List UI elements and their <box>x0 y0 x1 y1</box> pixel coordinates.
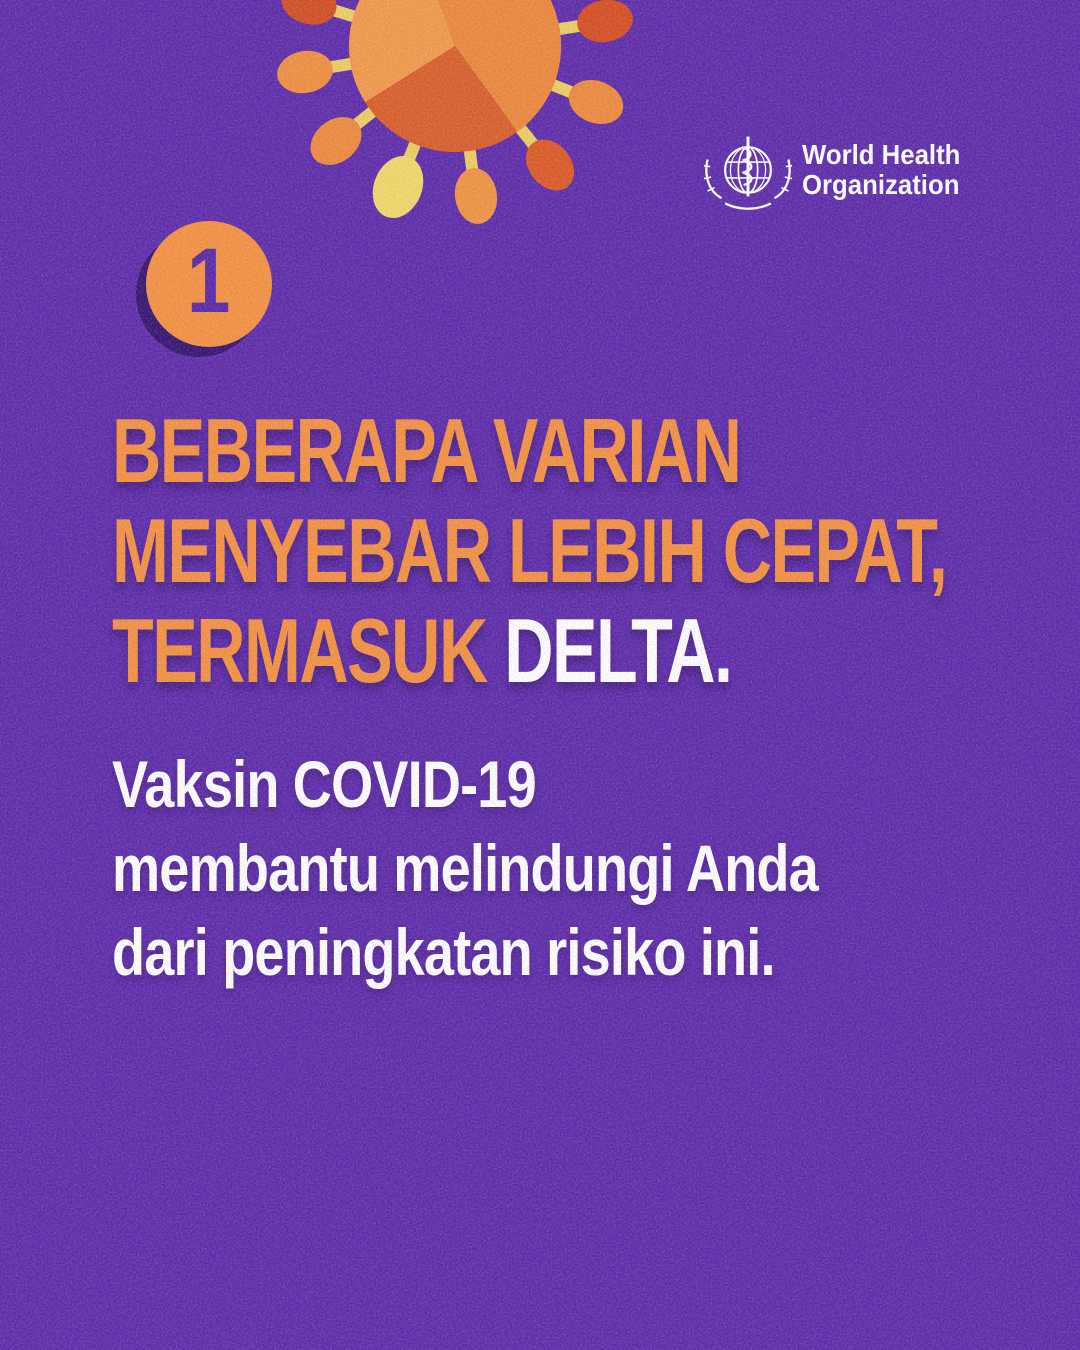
headline-line3-orange: TERMASUK <box>112 601 505 702</box>
body-line3: dari peningkatan risiko ini. <box>112 915 775 989</box>
headline-line1: BEBERAPA VARIAN <box>112 401 741 502</box>
who-wordmark-line1: World Health <box>802 139 961 170</box>
body-line1: Vaksin COVID-19 <box>112 747 536 821</box>
badge-number: 1 <box>187 229 231 332</box>
who-brand <box>704 126 974 214</box>
body-line2: membantu melindungi Anda <box>112 831 818 905</box>
who-emblem-icon <box>704 126 792 214</box>
headline <box>112 402 1080 702</box>
headline-line2: MENYEBAR LEBIH CEPAT, <box>112 501 947 602</box>
headline-line3 <box>112 602 1080 702</box>
who-wordmark <box>802 140 960 200</box>
headline-line3-white: DELTA. <box>504 601 732 702</box>
number-badge <box>146 221 272 347</box>
who-wordmark-line2: Organization <box>802 169 960 200</box>
body-copy <box>112 742 973 994</box>
